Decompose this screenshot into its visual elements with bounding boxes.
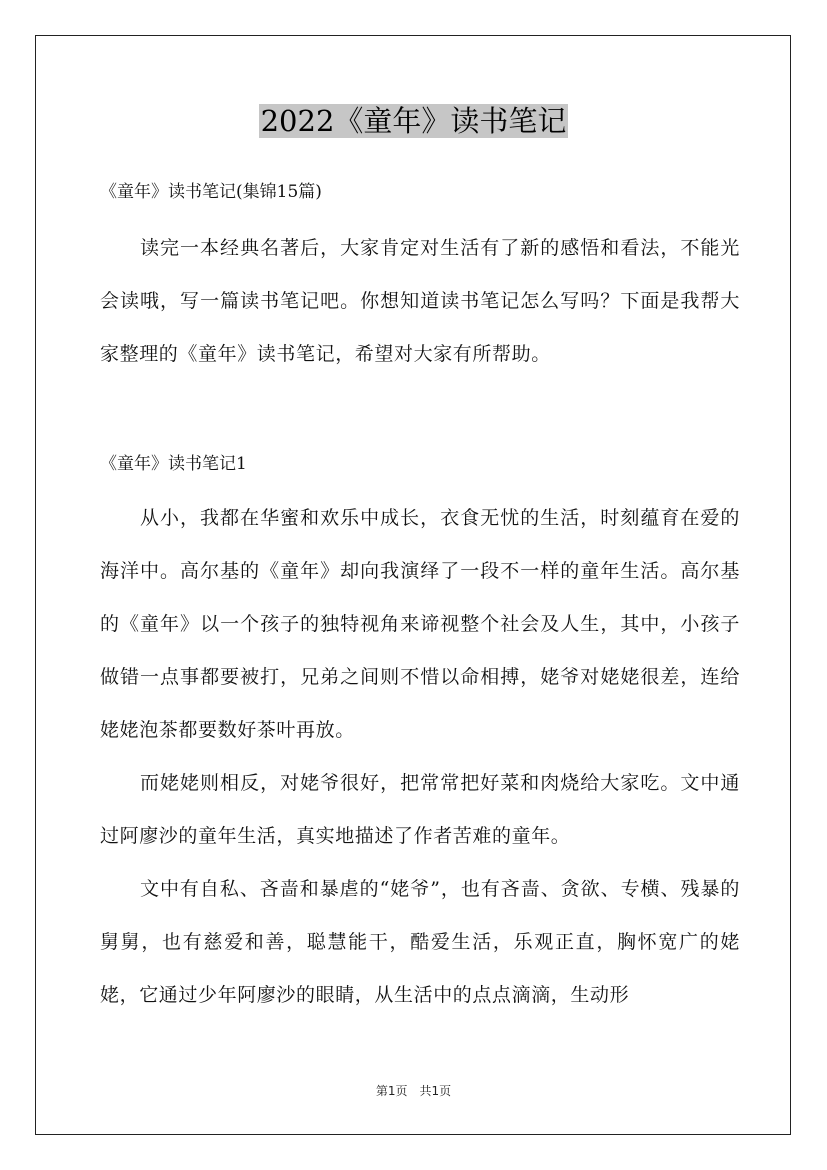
body-paragraph-2: 而姥姥则相反，对姥爷很好，把常常把好菜和肉烧给大家吃。文中通过阿廖沙的童年生活，真实地描述了作者苦难的童年。 — [100, 772, 740, 847]
body-paragraph-3: 文中有自私、吝啬和暴虐的“姥爷”，也有吝啬、贪欲、专横、残暴的舅舅，也有慈爱和善，聪慧能干，酷爱生活，乐观正直，胸怀宽广的姥姥，它通过少年阿廖沙的眼睛，从生活中的点点滴滴，生动形 — [100, 878, 740, 1006]
section-heading: 《童年》读书笔记1 — [100, 454, 247, 474]
document-title: 2022《童年》读书笔记 — [260, 104, 567, 138]
intro-paragraph: 读完一本经典名著后，大家肯定对生活有了新的感悟和看法，不能光会读哦，写一篇读书笔记吧。你想知道读书笔记怎么写吗？下面是我帮大家整理的《童年》读书笔记，希望对大家有所帮助。 — [100, 237, 740, 365]
section-body — [100, 492, 740, 1022]
intro-section — [100, 222, 740, 381]
document-subtitle: 《童年》读书笔记(集锦15篇) — [100, 182, 322, 202]
document-title-container — [0, 100, 827, 142]
body-paragraph-1: 从小，我都在华蜜和欢乐中成长，衣食无忧的生活，时刻蕴育在爱的海洋中。高尔基的《童年》却向我演绎了一段不一样的童年生活。高尔基的《童年》以一个孩子的独特视角来谛视整个社会及人生，其中，小孩子做错一点事都要被打，兄弟之间则不惜以命相搏，姥爷对姥姥很差，连给姥姥泡茶都要数好茶叶再放。 — [100, 507, 740, 741]
page-footer: 第1页 共1页 — [375, 1084, 452, 1098]
